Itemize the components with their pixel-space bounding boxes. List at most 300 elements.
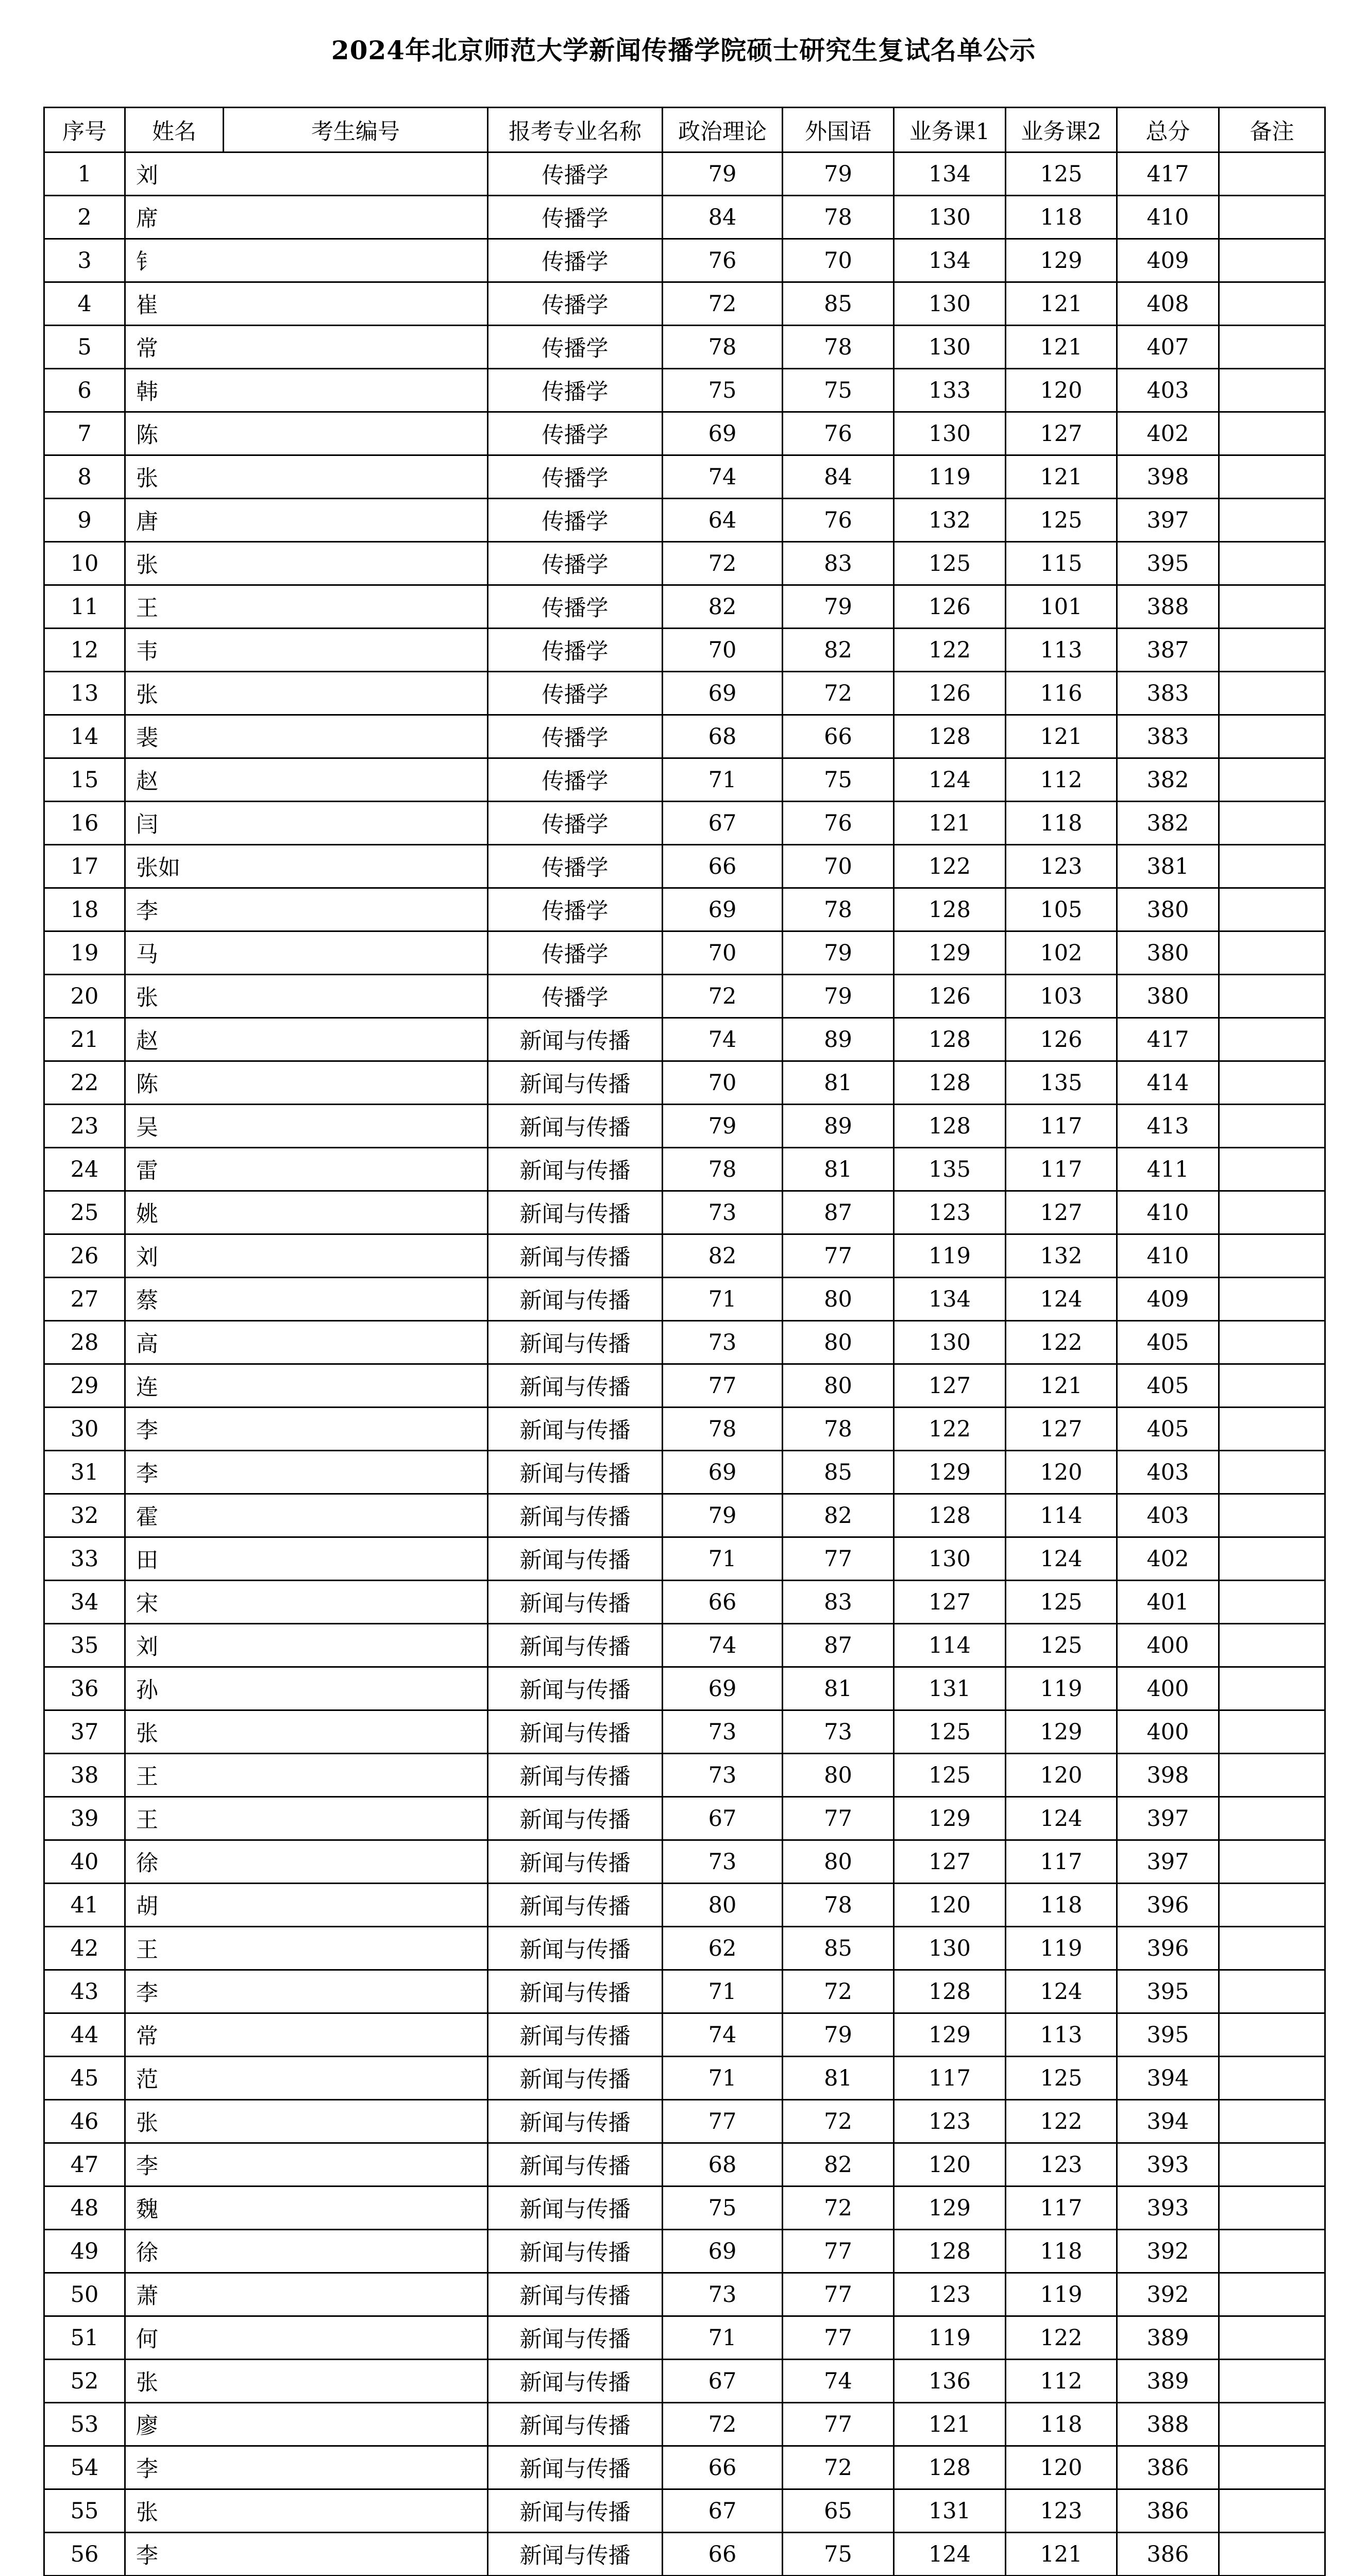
redaction-block [224, 1840, 437, 1884]
cell-subject2: 112 [1006, 758, 1117, 802]
candidate-name: 张 [136, 1721, 158, 1747]
table-row [44, 369, 1325, 412]
cell-name [125, 1494, 224, 1537]
cell-note [1219, 2230, 1325, 2273]
table-row [44, 1191, 1325, 1234]
cell-language: 84 [783, 455, 894, 499]
table-row [44, 1494, 1325, 1537]
cell-index: 14 [44, 715, 125, 758]
cell-name [125, 2489, 224, 2533]
cell-politics: 72 [663, 282, 783, 326]
cell-language: 82 [783, 2143, 894, 2187]
cell-total: 397 [1117, 1797, 1219, 1840]
cell-language: 85 [783, 1927, 894, 1970]
cell-language: 89 [783, 1105, 894, 1148]
cell-total: 386 [1117, 2446, 1219, 2489]
redaction-block [224, 152, 437, 196]
cell-name [125, 629, 224, 672]
cell-total: 405 [1117, 1321, 1219, 1364]
cell-subject1: 134 [894, 1278, 1006, 1321]
cell-name [125, 326, 224, 369]
cell-politics: 75 [663, 369, 783, 412]
cell-subject2: 119 [1006, 2273, 1117, 2316]
cell-subject1: 128 [894, 2446, 1006, 2489]
cell-subject2: 115 [1006, 542, 1117, 585]
cell-candidate-id [224, 326, 488, 369]
cell-language: 70 [783, 845, 894, 888]
cell-note [1219, 1581, 1325, 1624]
cell-language: 74 [783, 2360, 894, 2403]
cell-subject2: 122 [1006, 1321, 1117, 1364]
redaction-block [224, 1278, 437, 1321]
cell-politics: 71 [663, 1537, 783, 1581]
cell-subject1: 129 [894, 931, 1006, 975]
page-title: 2024年北京师范大学新闻传播学院硕士研究生复试名单公示 [331, 35, 1036, 65]
cell-index: 12 [44, 629, 125, 672]
cell-name [125, 282, 224, 326]
candidate-name: 韩 [136, 379, 158, 405]
cell-politics: 68 [663, 715, 783, 758]
cell-major: 传播学 [488, 196, 663, 239]
table-row [44, 2230, 1325, 2273]
candidate-table-container [43, 107, 1324, 2576]
cell-note [1219, 152, 1325, 196]
cell-candidate-id [224, 455, 488, 499]
cell-total: 380 [1117, 888, 1219, 931]
cell-major: 新闻与传播 [488, 1667, 663, 1710]
cell-candidate-id [224, 412, 488, 455]
cell-major: 新闻与传播 [488, 1797, 663, 1840]
cell-total: 411 [1117, 1148, 1219, 1191]
cell-politics: 78 [663, 1408, 783, 1451]
table-row [44, 196, 1325, 239]
cell-index: 16 [44, 802, 125, 845]
cell-name [125, 542, 224, 585]
table-header [44, 108, 1325, 152]
redaction-block [224, 412, 437, 455]
cell-subject2: 127 [1006, 1191, 1117, 1234]
cell-subject1: 130 [894, 282, 1006, 326]
cell-politics: 67 [663, 1797, 783, 1840]
cell-subject1: 132 [894, 499, 1006, 542]
candidate-name: 霍 [136, 1504, 158, 1530]
cell-index: 20 [44, 975, 125, 1018]
cell-name [125, 2143, 224, 2187]
redaction-block [224, 2446, 437, 2489]
table-row [44, 1624, 1325, 1667]
cell-index: 9 [44, 499, 125, 542]
cell-subject2: 129 [1006, 239, 1117, 282]
cell-index: 38 [44, 1754, 125, 1797]
cell-language: 79 [783, 585, 894, 629]
candidate-name: 常 [136, 2024, 158, 2049]
cell-major: 传播学 [488, 326, 663, 369]
cell-total: 395 [1117, 2013, 1219, 2057]
cell-total: 388 [1117, 585, 1219, 629]
redaction-block [224, 2187, 437, 2230]
header-politics: 政治理论 [663, 108, 783, 152]
cell-politics: 66 [663, 2533, 783, 2576]
cell-major: 传播学 [488, 845, 663, 888]
candidate-name: 张 [136, 2110, 158, 2136]
cell-candidate-id [224, 1408, 488, 1451]
table-row [44, 239, 1325, 282]
cell-language: 72 [783, 2187, 894, 2230]
cell-candidate-id [224, 715, 488, 758]
cell-total: 413 [1117, 1105, 1219, 1148]
redaction-block [224, 1797, 437, 1840]
cell-name [125, 2273, 224, 2316]
cell-total: 392 [1117, 2273, 1219, 2316]
cell-politics: 76 [663, 239, 783, 282]
candidate-name: 唐 [136, 509, 158, 535]
cell-major: 传播学 [488, 455, 663, 499]
cell-language: 75 [783, 2533, 894, 2576]
cell-total: 410 [1117, 1234, 1219, 1278]
table-row [44, 2187, 1325, 2230]
cell-subject2: 120 [1006, 1451, 1117, 1494]
candidate-name: 崔 [136, 293, 158, 318]
cell-politics: 74 [663, 2013, 783, 2057]
candidate-name: 赵 [136, 769, 158, 794]
table-row [44, 2273, 1325, 2316]
cell-note [1219, 1624, 1325, 1667]
cell-index: 51 [44, 2316, 125, 2360]
table-row [44, 1364, 1325, 1408]
cell-politics: 69 [663, 672, 783, 715]
cell-note [1219, 1797, 1325, 1840]
cell-major: 新闻与传播 [488, 2013, 663, 2057]
cell-candidate-id [224, 239, 488, 282]
cell-index: 23 [44, 1105, 125, 1148]
cell-candidate-id [224, 1537, 488, 1581]
cell-index: 1 [44, 152, 125, 196]
cell-note [1219, 2403, 1325, 2446]
cell-subject1: 134 [894, 239, 1006, 282]
cell-total: 382 [1117, 758, 1219, 802]
candidate-name: 王 [136, 1807, 158, 1833]
cell-index: 2 [44, 196, 125, 239]
cell-index: 5 [44, 326, 125, 369]
cell-politics: 69 [663, 888, 783, 931]
cell-index: 39 [44, 1797, 125, 1840]
cell-total: 405 [1117, 1364, 1219, 1408]
cell-subject2: 124 [1006, 1797, 1117, 1840]
cell-note [1219, 1364, 1325, 1408]
cell-subject2: 103 [1006, 975, 1117, 1018]
candidate-name: 李 [136, 1461, 158, 1487]
cell-index: 4 [44, 282, 125, 326]
cell-total: 400 [1117, 1710, 1219, 1754]
cell-total: 402 [1117, 1537, 1219, 1581]
cell-note [1219, 975, 1325, 1018]
cell-note [1219, 1667, 1325, 1710]
redaction-block [224, 1105, 437, 1148]
candidate-name: 张 [136, 985, 158, 1011]
redaction-block [224, 2100, 437, 2143]
table-row [44, 2403, 1325, 2446]
cell-subject2: 121 [1006, 2533, 1117, 2576]
cell-subject1: 114 [894, 1624, 1006, 1667]
redaction-block [224, 1927, 437, 1970]
cell-subject1: 129 [894, 2013, 1006, 2057]
cell-name [125, 2360, 224, 2403]
cell-total: 403 [1117, 369, 1219, 412]
cell-note [1219, 2446, 1325, 2489]
header-index: 序号 [44, 108, 125, 152]
cell-subject1: 124 [894, 2533, 1006, 2576]
cell-subject1: 122 [894, 845, 1006, 888]
cell-note [1219, 2360, 1325, 2403]
cell-politics: 70 [663, 931, 783, 975]
cell-index: 21 [44, 1018, 125, 1061]
header-row [44, 108, 1325, 152]
cell-total: 403 [1117, 1451, 1219, 1494]
candidate-name: 闫 [136, 812, 158, 838]
cell-subject1: 119 [894, 455, 1006, 499]
cell-major: 传播学 [488, 629, 663, 672]
cell-subject2: 124 [1006, 1278, 1117, 1321]
table-row [44, 282, 1325, 326]
cell-candidate-id [224, 1927, 488, 1970]
cell-subject1: 128 [894, 1105, 1006, 1148]
cell-politics: 67 [663, 2360, 783, 2403]
cell-index: 31 [44, 1451, 125, 1494]
cell-subject1: 136 [894, 2360, 1006, 2403]
cell-total: 410 [1117, 1191, 1219, 1234]
candidate-name: 萧 [136, 2283, 158, 2309]
cell-major: 传播学 [488, 369, 663, 412]
cell-total: 388 [1117, 2403, 1219, 2446]
cell-language: 80 [783, 1278, 894, 1321]
redaction-block [224, 845, 437, 888]
table-row [44, 2316, 1325, 2360]
table-row [44, 1797, 1325, 1840]
table-row [44, 1321, 1325, 1364]
cell-major: 新闻与传播 [488, 1105, 663, 1148]
cell-politics: 71 [663, 758, 783, 802]
cell-politics: 80 [663, 1884, 783, 1927]
table-row [44, 1970, 1325, 2013]
cell-name [125, 1451, 224, 1494]
cell-index: 48 [44, 2187, 125, 2230]
cell-note [1219, 1105, 1325, 1148]
header-subject2: 业务课2 [1006, 108, 1117, 152]
cell-note [1219, 1191, 1325, 1234]
cell-politics: 64 [663, 499, 783, 542]
cell-subject2: 101 [1006, 585, 1117, 629]
table-row [44, 931, 1325, 975]
table-row [44, 499, 1325, 542]
table-body [44, 152, 1325, 2576]
table-row [44, 629, 1325, 672]
cell-politics: 72 [663, 2403, 783, 2446]
header-name: 姓名 [125, 108, 224, 152]
table-row [44, 2143, 1325, 2187]
cell-subject1: 124 [894, 758, 1006, 802]
cell-subject2: 119 [1006, 1667, 1117, 1710]
cell-subject2: 135 [1006, 1061, 1117, 1105]
redaction-block [224, 542, 437, 585]
cell-politics: 66 [663, 1581, 783, 1624]
cell-name [125, 715, 224, 758]
cell-subject1: 125 [894, 1754, 1006, 1797]
cell-subject2: 125 [1006, 2057, 1117, 2100]
cell-language: 76 [783, 499, 894, 542]
cell-index: 13 [44, 672, 125, 715]
cell-total: 389 [1117, 2316, 1219, 2360]
cell-politics: 69 [663, 412, 783, 455]
cell-major: 传播学 [488, 412, 663, 455]
cell-major: 新闻与传播 [488, 2057, 663, 2100]
table-row [44, 1018, 1325, 1061]
cell-total: 382 [1117, 802, 1219, 845]
table-row [44, 975, 1325, 1018]
cell-politics: 74 [663, 455, 783, 499]
redaction-block [224, 802, 437, 845]
cell-language: 85 [783, 282, 894, 326]
candidate-name: 王 [136, 596, 158, 621]
cell-candidate-id [224, 1018, 488, 1061]
cell-subject2: 102 [1006, 931, 1117, 975]
redaction-block [224, 758, 437, 802]
cell-language: 73 [783, 1710, 894, 1754]
cell-politics: 70 [663, 629, 783, 672]
table-row [44, 152, 1325, 196]
cell-subject1: 130 [894, 1537, 1006, 1581]
redaction-block [224, 585, 437, 629]
cell-politics: 71 [663, 1970, 783, 2013]
cell-subject2: 112 [1006, 2360, 1117, 2403]
cell-language: 77 [783, 2273, 894, 2316]
cell-note [1219, 1451, 1325, 1494]
cell-politics: 66 [663, 845, 783, 888]
cell-candidate-id [224, 1754, 488, 1797]
cell-subject1: 128 [894, 2230, 1006, 2273]
cell-language: 81 [783, 1148, 894, 1191]
cell-name [125, 802, 224, 845]
cell-language: 80 [783, 1321, 894, 1364]
cell-candidate-id [224, 2403, 488, 2446]
cell-note [1219, 2013, 1325, 2057]
cell-language: 80 [783, 1754, 894, 1797]
cell-index: 56 [44, 2533, 125, 2576]
cell-subject1: 122 [894, 1408, 1006, 1451]
cell-subject2: 122 [1006, 2100, 1117, 2143]
header-major: 报考专业名称 [488, 108, 663, 152]
cell-language: 78 [783, 1408, 894, 1451]
cell-politics: 78 [663, 326, 783, 369]
cell-name [125, 2230, 224, 2273]
table-row [44, 1840, 1325, 1884]
cell-total: 381 [1117, 845, 1219, 888]
cell-total: 383 [1117, 715, 1219, 758]
cell-total: 414 [1117, 1061, 1219, 1105]
cell-language: 78 [783, 888, 894, 931]
cell-candidate-id [224, 2013, 488, 2057]
cell-name [125, 2100, 224, 2143]
cell-major: 新闻与传播 [488, 1581, 663, 1624]
table-row [44, 1927, 1325, 1970]
cell-note [1219, 585, 1325, 629]
cell-note [1219, 1927, 1325, 1970]
candidate-name: 李 [136, 2456, 158, 2482]
table-row [44, 412, 1325, 455]
cell-subject2: 121 [1006, 455, 1117, 499]
redaction-block [224, 2273, 437, 2316]
cell-subject1: 128 [894, 1061, 1006, 1105]
cell-index: 52 [44, 2360, 125, 2403]
candidate-name: 常 [136, 336, 158, 362]
cell-index: 15 [44, 758, 125, 802]
cell-subject2: 105 [1006, 888, 1117, 931]
candidate-name: 陈 [136, 1072, 158, 1097]
cell-candidate-id [224, 585, 488, 629]
cell-index: 47 [44, 2143, 125, 2187]
cell-total: 405 [1117, 1408, 1219, 1451]
cell-subject1: 129 [894, 1451, 1006, 1494]
cell-index: 55 [44, 2489, 125, 2533]
redaction-block [224, 455, 437, 499]
cell-note [1219, 1884, 1325, 1927]
cell-note [1219, 1234, 1325, 1278]
redaction-block [224, 1451, 437, 1494]
table-row [44, 1278, 1325, 1321]
header-total: 总分 [1117, 108, 1219, 152]
cell-total: 398 [1117, 455, 1219, 499]
cell-major: 传播学 [488, 802, 663, 845]
redaction-block [224, 2403, 437, 2446]
cell-index: 8 [44, 455, 125, 499]
candidate-name: 范 [136, 2067, 158, 2093]
cell-major: 传播学 [488, 499, 663, 542]
cell-name [125, 1970, 224, 2013]
cell-subject1: 129 [894, 2187, 1006, 2230]
cell-candidate-id [224, 1105, 488, 1148]
cell-total: 392 [1117, 2230, 1219, 2273]
cell-politics: 66 [663, 2446, 783, 2489]
cell-index: 43 [44, 1970, 125, 2013]
cell-total: 395 [1117, 1970, 1219, 2013]
cell-total: 380 [1117, 931, 1219, 975]
candidate-name: 张 [136, 552, 158, 578]
cell-note [1219, 455, 1325, 499]
cell-subject2: 118 [1006, 2403, 1117, 2446]
cell-note [1219, 1061, 1325, 1105]
cell-name [125, 1364, 224, 1408]
candidate-name: 徐 [136, 2240, 158, 2266]
cell-major: 新闻与传播 [488, 1884, 663, 1927]
cell-major: 新闻与传播 [488, 2403, 663, 2446]
table-row [44, 758, 1325, 802]
cell-note [1219, 2316, 1325, 2360]
cell-total: 396 [1117, 1884, 1219, 1927]
redaction-block [224, 1364, 437, 1408]
candidate-name: 吴 [136, 1115, 158, 1141]
cell-candidate-id [224, 1451, 488, 1494]
cell-name [125, 585, 224, 629]
candidate-name: 陈 [136, 422, 158, 448]
cell-total: 387 [1117, 629, 1219, 672]
cell-candidate-id [224, 2446, 488, 2489]
cell-politics: 71 [663, 2057, 783, 2100]
candidate-name: 连 [136, 1375, 158, 1400]
candidate-name: 钅 [136, 249, 158, 275]
cell-subject2: 120 [1006, 1754, 1117, 1797]
cell-language: 77 [783, 1797, 894, 1840]
cell-language: 78 [783, 326, 894, 369]
cell-subject2: 120 [1006, 2446, 1117, 2489]
